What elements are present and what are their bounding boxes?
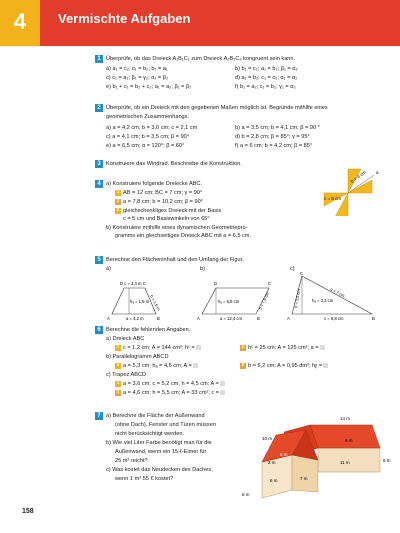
- task-3: [95, 160, 295, 170]
- subitem-text: hᶜ = 25 cm; A = 125 cm²; a =: [248, 345, 319, 351]
- page-title: Vermischte Aufgaben: [58, 11, 191, 26]
- task-text: Berechne die fehlenden Angaben.: [106, 327, 191, 333]
- task-item: b) Wie viel Liter Farbe benötigt man für die: [106, 440, 212, 446]
- task-item: e) a = 6,5 cm; α = 120°; β = 60°: [106, 143, 185, 149]
- task-item: f) b₁ = a₂; c₁ = b₂; γ₁ = α₂: [235, 84, 296, 90]
- task-item: c) Was kostet das Neudecken des Daches,: [106, 467, 213, 473]
- page-header: [0, 0, 400, 46]
- windrad-label-c: c = 5 cm: [324, 196, 342, 201]
- answer-box: [193, 363, 198, 368]
- task-item: c) Trapez ABCD: [106, 372, 147, 378]
- task-number: 6: [95, 326, 103, 334]
- answer-box: [220, 390, 225, 395]
- task-item-cont: Außenwand, wenn ein 15-ℓ-Eimer für: [115, 449, 207, 455]
- task-6: [95, 326, 385, 408]
- fig-a-side: b = 1,6 m: [149, 294, 162, 312]
- task-item: e) b₁ + c₁ = b₂ + c₂; a₁ = a₂; β₁ = β₂: [106, 84, 192, 90]
- task-item-cont: (ohne Dach). Fenster und Türen müssen: [115, 422, 216, 428]
- house-label-6b: 6 m: [345, 438, 353, 443]
- fig-a-B: B: [157, 316, 160, 321]
- parallelogram-figure: [197, 281, 271, 321]
- fig-c-side-a: a = 7 cm: [329, 286, 346, 299]
- task-subitem: [115, 344, 201, 353]
- subitem-text: gleichschenkliges Dreieck mit der Basis: [123, 208, 222, 214]
- level-badge: 2: [116, 198, 120, 204]
- level-badge: 2: [241, 344, 245, 350]
- task-intro: Überprüfe, ob ein Dreieck mit den gegebenen Maßen möglich ist. Begründe mithilfe eines: [106, 105, 328, 111]
- fig-b-side: b = 7,6 cm: [257, 291, 271, 311]
- answer-box: [220, 381, 225, 386]
- page-number: 158: [22, 508, 34, 515]
- house-label-6d: 6 m: [270, 478, 278, 483]
- task-item: a) a₁ = c₂; c₁ = b₂; b₁ = a₁: [106, 66, 168, 72]
- task-item: c) a = 4,1 cm; b = 3,5 cm; β = 90°: [106, 134, 190, 140]
- task-5: [95, 256, 385, 266]
- house-label-14: 14 m: [340, 416, 351, 421]
- task-item: b) b₁ = c₂; a₁ = b₂; β₁ = α₂: [235, 66, 298, 72]
- task-number: 7: [95, 412, 103, 420]
- fig-b-B: B: [257, 316, 260, 321]
- subitem-text: a = 5,3 cm; hₐ = 4,5 cm; A =: [123, 363, 192, 369]
- fig-c-B: B: [372, 316, 375, 321]
- task-subitem: [240, 362, 328, 371]
- task-intro: geometrischen Zusammenhangs.: [106, 114, 190, 120]
- subitem-text: a = 3,6 cm; c = 5,2 cm; h = 4,5 cm; A =: [123, 381, 219, 387]
- trapezoid-figure: [107, 281, 162, 321]
- task-item-cont: 25 m² reicht?: [115, 458, 148, 464]
- level-badge: 2: [116, 389, 120, 395]
- task-subitem: [240, 344, 325, 353]
- chapter-number: 4: [0, 0, 40, 46]
- fig-c-base: c = 6,8 cm: [324, 316, 344, 321]
- task-7: [95, 412, 245, 502]
- task-item: a) Berechne die Fläche der Außenwand: [106, 413, 205, 419]
- answer-box: [196, 345, 201, 350]
- subitem-text: a = 4,6 cm; h = 5,5 cm; A = 33 cm²; c =: [123, 390, 220, 396]
- house-label-11: 11 m: [340, 460, 350, 465]
- task-item-cont: wenn 1 m² 55 € kostet?: [115, 476, 174, 482]
- task-subitem: [115, 362, 198, 371]
- task-item: b) Parallelogramm ABCD: [106, 354, 169, 360]
- house-label-6a: 6 m: [280, 452, 288, 457]
- level-badge: 2: [241, 362, 245, 368]
- fig-c-h: hₐ = 3,3 cm: [312, 298, 334, 303]
- task-number: 5: [95, 256, 103, 264]
- task-1: [95, 55, 385, 110]
- figures-task-5: [104, 272, 394, 322]
- fig-c-C: C: [300, 272, 304, 276]
- fig-label-b: b): [200, 266, 205, 272]
- level-badge: 1: [116, 189, 120, 195]
- house-label-6c: 6 m: [383, 458, 391, 463]
- fig-c-A: A: [287, 316, 290, 321]
- fig-a-h: hₐ = 1,5 m: [130, 299, 150, 304]
- windrad-label-b: b = 4 cm: [349, 169, 367, 184]
- task-subitem-cont: c = 5 cm und Basiswinkeln von 65°: [123, 216, 210, 222]
- answer-box: [323, 363, 328, 368]
- fig-label-c: c): [290, 266, 295, 272]
- task-item: c) c₁ = a₂; β₁ = γ₂; α₁ = β₂: [106, 75, 169, 81]
- house-wall: [262, 455, 292, 498]
- subitem-text: c = 1,2 cm; A = 144 cm²; hᶜ =: [123, 345, 195, 351]
- house-figure: [240, 410, 400, 505]
- task-number: 4: [95, 180, 103, 188]
- task-item-cont: gramms ein gleichseitiges Dreieck ABC mit a = 6,5 cm.: [115, 233, 252, 239]
- task-subitem: [115, 389, 225, 398]
- task-number: 3: [95, 160, 103, 168]
- task-number: 1: [95, 55, 103, 63]
- level-badge: 1: [116, 380, 120, 386]
- level-badge: 3: [116, 207, 120, 213]
- fig-b-A: A: [197, 316, 200, 321]
- fig-b-h: hₐ = 5,9 cm: [218, 299, 240, 304]
- subitem-text: b = 6,2 cm; A = 0,95 dm²; hᵦ =: [248, 363, 323, 369]
- task-number: 2: [95, 104, 103, 112]
- subitem-text: a = 7,8 cm; b = 10,2 cm; β = 90°: [123, 199, 203, 205]
- subitem-text: AB = 12 cm; BC = 7 cm; γ = 90°: [123, 190, 203, 196]
- fig-a-top: D c = 3,4 m C: [120, 281, 146, 286]
- fig-b-D: D: [214, 281, 218, 286]
- fig-c-side-b: b = 3,5 cm: [293, 288, 302, 309]
- house-wall: [292, 455, 318, 492]
- task-subitem: [115, 189, 202, 198]
- task-item: a) Konstruiere folgende Dreiecke ABC.: [106, 181, 203, 187]
- task-subitem: [115, 380, 225, 389]
- task-intro: Überprüfe, ob das Dreieck A₁B₁C₁ zum Dreieck A₂B₂C₂ kongruent sein kann.: [106, 56, 296, 62]
- task-item: b) a = 3,5 cm; b = 4,1 cm; β = 90 °: [235, 125, 320, 131]
- task-text: Berechne den Flächeninhalt und den Umfang der Figur.: [106, 257, 244, 263]
- answer-box: [320, 345, 325, 350]
- task-item: d) a₁ = b₂; c₁ = c₂; α₁ = α₂: [235, 75, 298, 81]
- task-4: [95, 180, 295, 250]
- triangle-figure: [287, 272, 375, 321]
- task-text: Konstruiere das Windrad. Beschreibe die Konstruktion.: [106, 161, 242, 167]
- fig-a-base: a = 4,2 m: [126, 316, 144, 321]
- level-badge: 1: [116, 362, 120, 368]
- fig-a-A: A: [107, 316, 110, 321]
- house-label-10: 10 m: [262, 436, 273, 441]
- house-label-6e: 6 m: [242, 492, 250, 497]
- task-item: b) Konstruiere mithilfe eines dynamischen Geometriepro-: [106, 225, 248, 231]
- fig-b-base: a = 12,4 cm: [220, 316, 242, 321]
- task-item: d) b = 2,8 cm; β = 85°; γ = 95°: [235, 134, 310, 140]
- task-subitem: [115, 198, 203, 207]
- windrad-label-a: a: [376, 170, 379, 175]
- task-item: f) a = 6 cm; b = 4,2 cm; β = 85°: [235, 143, 313, 149]
- fig-label-a: a): [106, 266, 111, 272]
- windrad-figure: [290, 150, 400, 216]
- task-item: a) a = 4,2 cm; b = 3,6 cm; c = 2,1 cm: [106, 125, 198, 131]
- level-badge: 1: [116, 344, 120, 350]
- task-item: a) Dreieck ABC: [106, 336, 145, 342]
- house-label-2: 2 m: [268, 460, 276, 465]
- task-item-cont: nicht berücksichtigt werden.: [115, 431, 185, 437]
- fig-b-C: C: [268, 281, 272, 286]
- house-roof: [310, 425, 380, 448]
- house-label-7: 7 m: [300, 476, 308, 481]
